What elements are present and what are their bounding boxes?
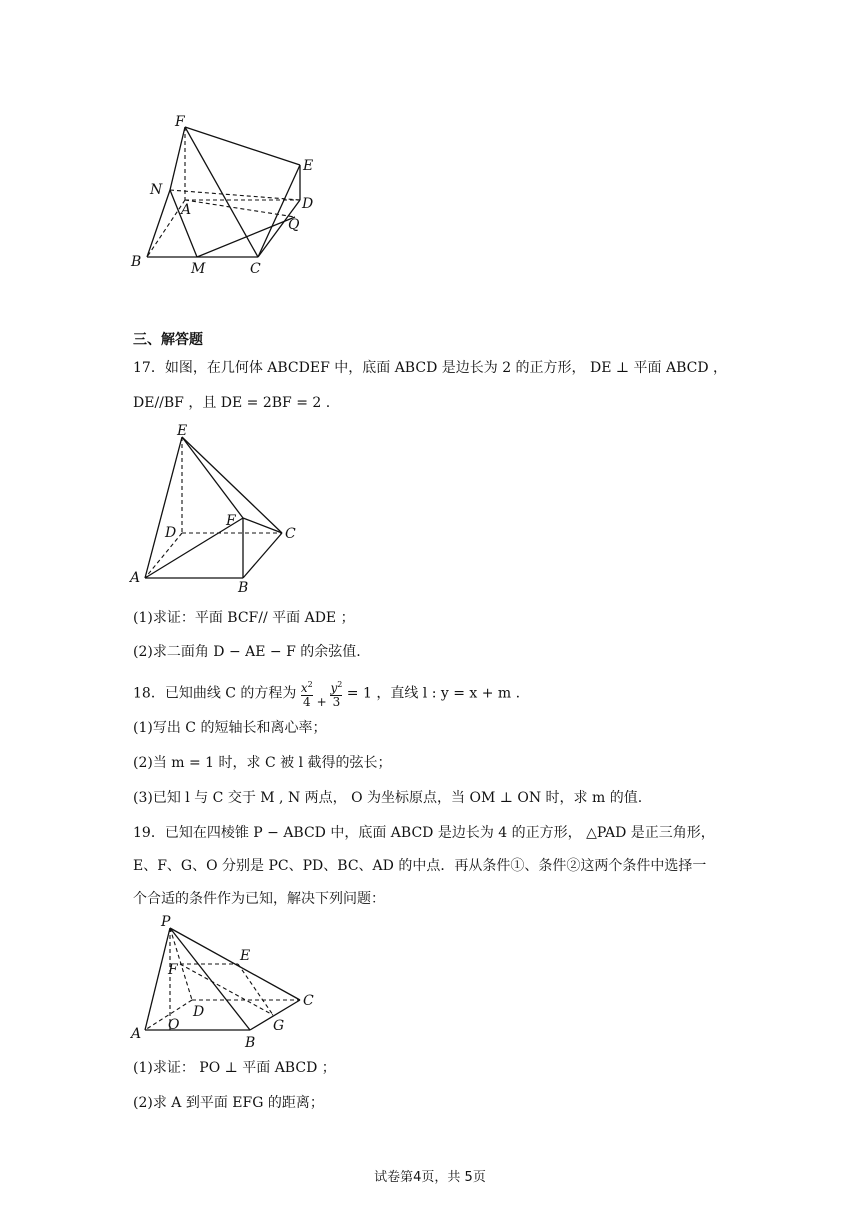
- label-F: F: [175, 114, 185, 130]
- q18-part2: (2)当 m = 1 时，求 C 被 l 截得的弦长；: [133, 755, 392, 771]
- q18-part1: (1)写出 C 的短轴长和离心率；: [133, 720, 327, 736]
- figure-pyramid-pabcd: [125, 912, 325, 1052]
- q19-stem-line3: 个合适的条件作为已知，解决下列问题：: [133, 891, 385, 907]
- label-D: D: [302, 196, 314, 212]
- q17-part2: (2)求二面角 D − AE − F 的余弦值.: [133, 644, 361, 660]
- q19-stem-line2: E、F、G、O 分别是 PC、PD、BC、AD 的中点．再从条件①、条件②这两个条件中选择一: [133, 858, 707, 874]
- q19-part1: (1)求证： PO ⊥ 平面 ABCD ；: [133, 1060, 336, 1076]
- label-A: A: [181, 202, 192, 218]
- section-title: 三、解答题: [133, 332, 203, 348]
- q19-part2: (2)求 A 到平面 EFG 的距离；: [133, 1095, 324, 1111]
- label-D: D: [165, 525, 177, 541]
- label-E: E: [240, 948, 251, 964]
- label-B: B: [131, 254, 142, 270]
- label-E: E: [303, 158, 314, 174]
- q17-stem-line1: 17．如图，在几何体 ABCDEF 中，底面 ABCD 是边长为 2 的正方形， DE ⊥ 平面 ABCD ，: [133, 360, 728, 376]
- q18-part3: (3)已知 l 与 C 交于 M , N 两点， O 为坐标原点，当 OM ⊥ ON 时，求 m 的值.: [133, 790, 643, 806]
- q17-stem-line2: DE//BF ，且 DE = 2BF = 2 .: [133, 395, 331, 411]
- label-F: F: [226, 513, 236, 529]
- label-B: B: [245, 1035, 256, 1051]
- label-N: N: [150, 182, 163, 198]
- label-O: O: [168, 1017, 180, 1033]
- label-C: C: [303, 993, 314, 1009]
- label-A: A: [131, 1026, 142, 1042]
- label-B: B: [238, 580, 249, 595]
- label-C: C: [250, 261, 261, 277]
- figure-polyhedron-fenadqbmc: [125, 110, 325, 280]
- label-G: G: [273, 1018, 285, 1034]
- q17-part1: (1)求证：平面 BCF// 平面 ADE ；: [133, 610, 355, 626]
- label-E: E: [177, 423, 188, 439]
- label-M: M: [191, 261, 206, 277]
- q18-fraction-expression: $x^2$ 4 + $y^2$ 3: [300, 680, 343, 709]
- label-A: A: [130, 570, 141, 586]
- q18-stem: [133, 678, 520, 709]
- figure-polyhedron-abcdef: [125, 420, 315, 595]
- q18-stem-pre: 18．已知曲线 C 的方程为: [133, 685, 297, 702]
- label-C: C: [285, 526, 296, 542]
- q18-stem-post: = 1 ，直线 l : y = x + m .: [346, 685, 521, 702]
- label-Q: Q: [288, 217, 300, 233]
- label-D: D: [193, 1004, 205, 1020]
- q19-stem-line1: 19．已知在四棱锥 P − ABCD 中，底面 ABCD 是边长为 4 的正方形， △PAD 是正三角形，: [133, 825, 715, 841]
- label-P: P: [161, 914, 171, 930]
- page-footer: 试卷第4页，共 5页: [374, 1170, 486, 1185]
- label-F: F: [168, 962, 178, 978]
